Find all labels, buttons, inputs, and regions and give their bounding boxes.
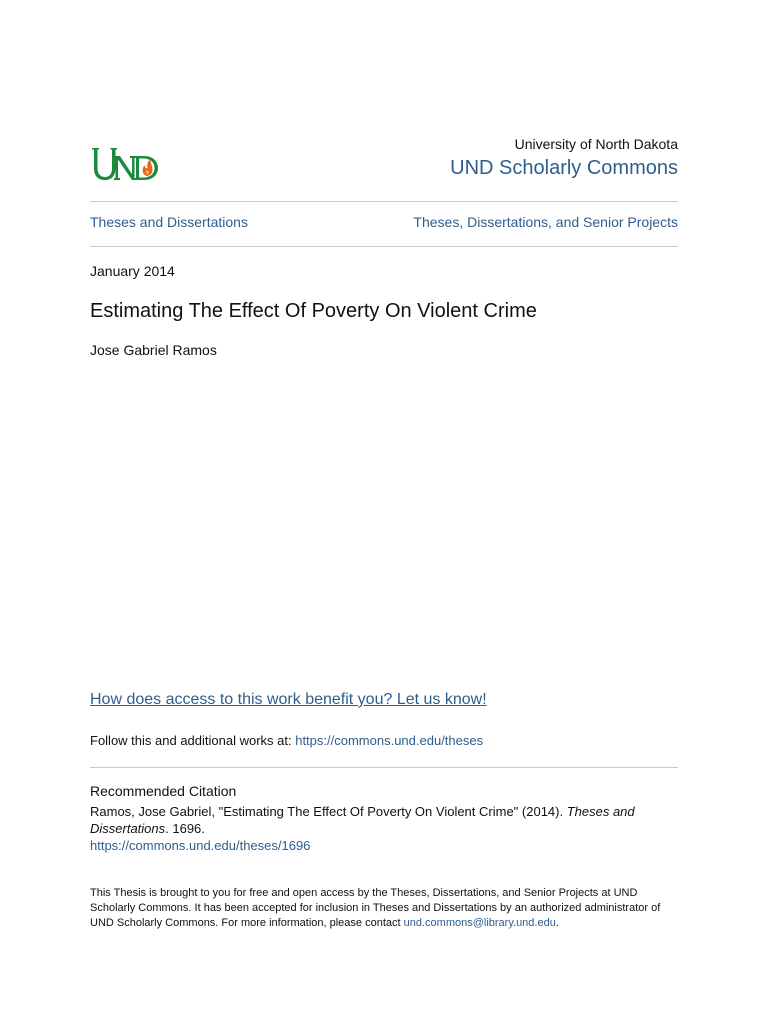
footer-end: . [555, 917, 559, 929]
divider-top [90, 201, 678, 202]
follow-label: Follow this and additional works at: [90, 733, 296, 748]
contact-email-link[interactable]: und.commons@library.und.edu [403, 917, 556, 929]
citation-text [90, 803, 650, 837]
cover-page [90, 0, 678, 1024]
feedback-link[interactable]: How does access to this work benefit you? Let us know! [90, 691, 487, 708]
author-name[interactable]: Jose Gabriel Ramos [90, 342, 217, 358]
follow-url-link[interactable]: https://commons.und.edu/theses [295, 733, 484, 748]
nav-link-senior-projects[interactable]: Theses, Dissertations, and Senior Projects [413, 214, 678, 230]
citation-url-link[interactable]: https://commons.und.edu/theses/1696 [90, 838, 311, 853]
scholarly-commons-link[interactable]: UND Scholarly Commons [450, 157, 678, 179]
citation-heading: Recommended Citation [90, 783, 237, 799]
citation-number: . 1696. [165, 821, 205, 836]
publication-date: January 2014 [90, 263, 175, 279]
divider-nav [90, 246, 678, 247]
und-logo-icon [90, 146, 160, 182]
und-logo[interactable] [90, 146, 160, 182]
document-title: Estimating The Effect Of Poverty On Violent Crime [90, 300, 537, 322]
footer-text: This Thesis is brought to you for free and open access by the Theses, Dissertations, and Senior Projects at UND Scholarly Commons. It has been accepted for inclusion in Theses and Dissertations by an authorized administrator of UND Scholarly Commons. For more information, please contact [90, 887, 661, 929]
footer-notice [90, 886, 678, 931]
university-name: University of North Dakota [514, 136, 678, 152]
nav-link-theses-dissertations[interactable]: Theses and Dissertations [90, 214, 248, 230]
follow-line [90, 733, 483, 748]
divider-citation [90, 767, 678, 768]
citation-main: Ramos, Jose Gabriel, "Estimating The Effect Of Poverty On Violent Crime" (2014). [90, 804, 567, 819]
header [90, 136, 678, 188]
citation-series: Theses and Dissertations [90, 804, 635, 836]
